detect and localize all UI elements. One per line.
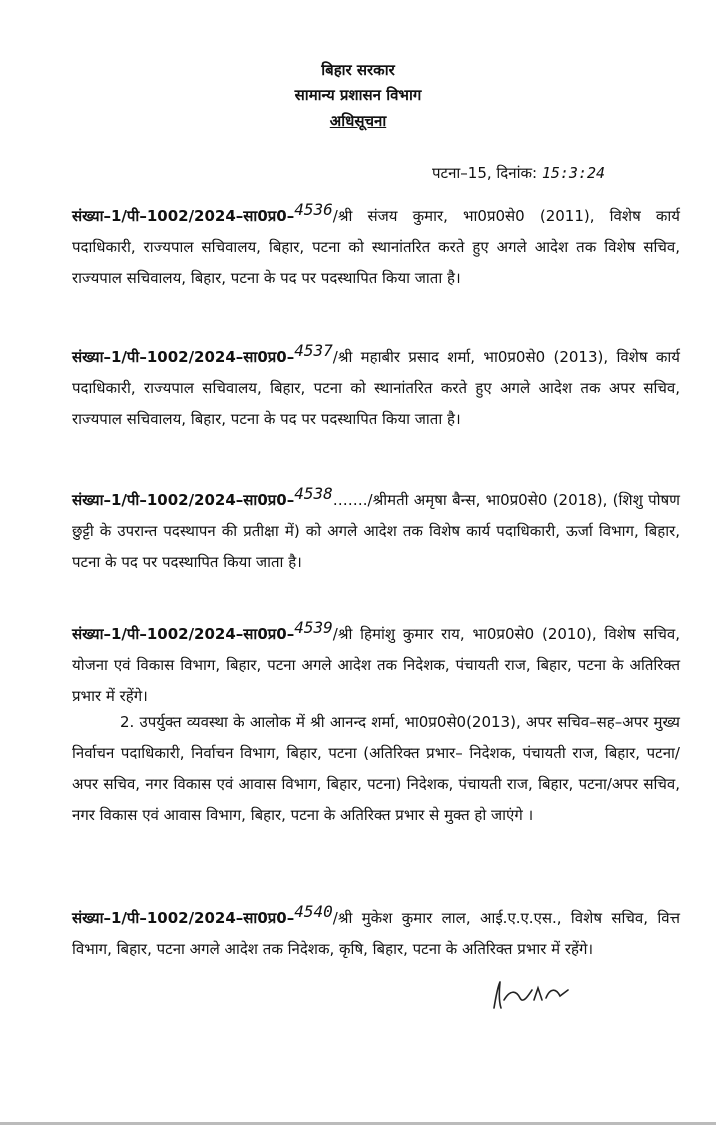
order-reference: संख्या–1/पी–1002/2024–सा0प्र0– <box>72 207 295 225</box>
department-name: सामान्य प्रशासन विभाग <box>294 86 422 104</box>
order-number: 4538 <box>294 484 333 503</box>
order-text: /श्री मुकेश कुमार लाल, आई.ए.ए.एस., विशेष सचिव, वित्त विभाग, बिहार, पटना अगले आदेश तक निदेशक, कृषि, बिहार, पटना के अतिरिक्त प्रभार में रहेंगे। <box>72 909 680 958</box>
order-text: /श्री हिमांशु कुमार राय, भा0प्र0से0 (2010), विशेष सचिव, योजना एवं विकास विभाग, बिहार, पटना अगले आदेश तक निदेशक, पंचायती राज, बिहार, पटना के अतिरिक्त प्रभार में रहेंगे। <box>72 625 680 705</box>
dateline <box>432 163 605 183</box>
order-paragraph-1 <box>72 200 680 294</box>
order-paragraph-5 <box>72 902 680 965</box>
handwritten-signature <box>490 978 572 1014</box>
order-text: ……./श्रीमती अमृषा बैन्स, भा0प्र0से0 (2018), (शिशु पोषण छुट्टी के उपरान्त पदस्थापन की प्रतीक्षा में) को अगले आदेश तक विशेष कार्य पदाधिकारी, ऊर्जा विभाग, बिहार, पटना के पद पर पदस्थापित किया जाता है। <box>72 491 680 571</box>
date-value: 15:3:24 <box>541 164 606 182</box>
order-number: 4536 <box>294 200 333 219</box>
clause-2-paragraph: 2. उपर्युक्त व्यवस्था के आलोक में श्री आनन्द शर्मा, भा0प्र0से0(2013), अपर सचिव–सह–अपर मुख्य निर्वाचन पदाधिकारी, निर्वाचन विभाग, बिहार, पटना (अतिरिक्त प्रभार– निदेशक, पंचायती राज, बिहार, पटना/अपर सचिव, नगर विकास एवं आवास विभाग, बिहार, पटना) निदेशक, पंचायती राज, बिहार, पटना/अपर सचिव, नगर विकास एवं आवास विभाग, बिहार, पटना के अतिरिक्त प्रभार से मुक्त हो जाएंगे । <box>72 713 680 824</box>
order-reference: संख्या–1/पी–1002/2024–सा0प्र0– <box>72 491 295 509</box>
document-title: अधिसूचना <box>329 112 387 130</box>
order-text: /श्री संजय कुमार, भा0प्र0से0 (2011), विशेष कार्य पदाधिकारी, राज्यपाल सचिवालय, बिहार, पटना को स्थानांतरित करते हुए अगले आदेश तक विशेष सचिव, राज्यपाल सचिवालय, बिहार, पटना के पद पर पदस्थापित किया जाता है। <box>72 207 680 287</box>
government-name: बिहार सरकार <box>321 61 395 79</box>
order-paragraph-2 <box>72 341 680 435</box>
order-reference: संख्या–1/पी–1002/2024–सा0प्र0– <box>72 625 295 643</box>
order-number: 4537 <box>294 341 333 360</box>
order-paragraph-4 <box>72 618 680 712</box>
date-label: पटना–15, दिनांक: <box>432 164 538 182</box>
order-number: 4539 <box>294 618 333 637</box>
order-text: /श्री महाबीर प्रसाद शर्मा, भा0प्र0से0 (2013), विशेष कार्य पदाधिकारी, राज्यपाल सचिवालय, बिहार, पटना को स्थानांतरित करते हुए अगले आदेश तक अपर सचिव, राज्यपाल सचिवालय, बिहार, पटना के पद पर पदस्थापित किया जाता है। <box>72 348 680 428</box>
order-paragraph-3 <box>72 484 680 578</box>
page-bottom-edge <box>0 1122 716 1125</box>
order-reference: संख्या–1/पी–1002/2024–सा0प्र0– <box>72 909 295 927</box>
order-reference: संख्या–1/पी–1002/2024–सा0प्र0– <box>72 348 295 366</box>
order-number: 4540 <box>294 902 333 921</box>
